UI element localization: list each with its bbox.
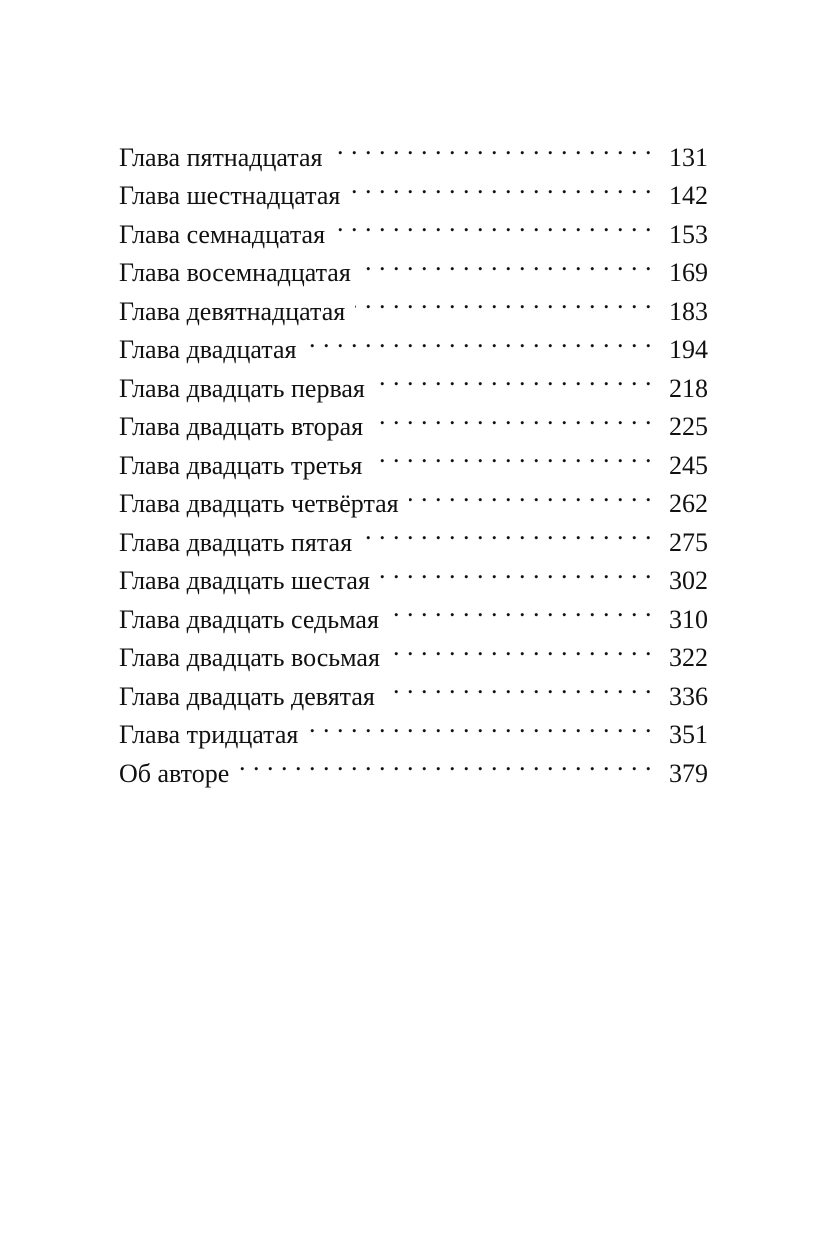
toc-entry-page-number: 351 [669,720,708,749]
toc-entry-page-number: 169 [669,258,708,287]
toc-entry-title: Глава тридцатая [119,720,299,749]
toc-entry-title: Об авторе [119,758,230,788]
toc-entry-page-number: 302 [669,566,708,595]
toc-entry-title: Глава двадцать первая [119,373,365,403]
toc-entry[interactable] [119,127,708,172]
toc-entry-page-number: 131 [669,142,708,172]
toc-entry-title: Глава двадцать вторая [119,412,364,441]
dot-leader [308,705,652,744]
toc-entry-title: Глава двадцать пятая [119,527,353,557]
toc-entry-title: Глава двадцать седьмая [119,604,379,634]
dot-leader [355,281,652,320]
toc-entry-page-number: 245 [669,450,708,480]
dot-leader [375,358,652,397]
toc-entry-title: Глава девятнадцатая [119,296,346,326]
toc-entry-page-number: 153 [669,219,708,249]
toc-entry-title: Глава пятнадцатая [119,142,323,172]
toc-entry-page-number: 379 [669,758,708,788]
toc-entry-page-number: 336 [669,681,708,711]
dot-leader [335,204,652,243]
toc-entry-title: Глава двадцать восьмая [119,643,380,672]
dot-leader [389,589,652,628]
table-of-contents [119,127,708,788]
dot-leader [372,435,652,474]
toc-entry-page-number: 194 [669,335,708,364]
toc-entry-page-number: 183 [669,296,708,326]
dot-leader [332,127,652,166]
toc-entry-page-number: 142 [669,181,708,210]
toc-entry-page-number: 310 [669,604,708,634]
toc-entry-page-number: 322 [669,643,708,672]
dot-leader [390,628,652,667]
dot-leader [373,397,652,436]
dot-leader [409,474,652,513]
toc-entry-title: Глава семнадцатая [119,219,326,249]
toc-entry-title: Глава шестнадцатая [119,181,341,210]
toc-entry-title: Глава двадцать третья [119,450,363,480]
toc-entry-title: Глава двадцать шестая [119,566,370,595]
dot-leader [361,243,652,282]
toc-entry-page-number: 275 [669,527,708,557]
toc-entry-title: Глава двадцать четвёртая [119,489,399,518]
dot-leader [362,512,652,551]
toc-entry-page-number: 225 [669,412,708,441]
dot-leader [239,743,652,782]
toc-entry-page-number: 218 [669,373,708,403]
toc-entry-page-number: 262 [669,489,708,518]
dot-leader [385,666,652,705]
dot-leader [350,166,652,205]
toc-entry-title: Глава восемнадцатая [119,258,351,287]
toc-entry-title: Глава двадцать девятая [119,681,375,711]
dot-leader [380,551,652,590]
toc-entry-title: Глава двадцатая [119,335,297,364]
dot-leader [306,320,652,359]
